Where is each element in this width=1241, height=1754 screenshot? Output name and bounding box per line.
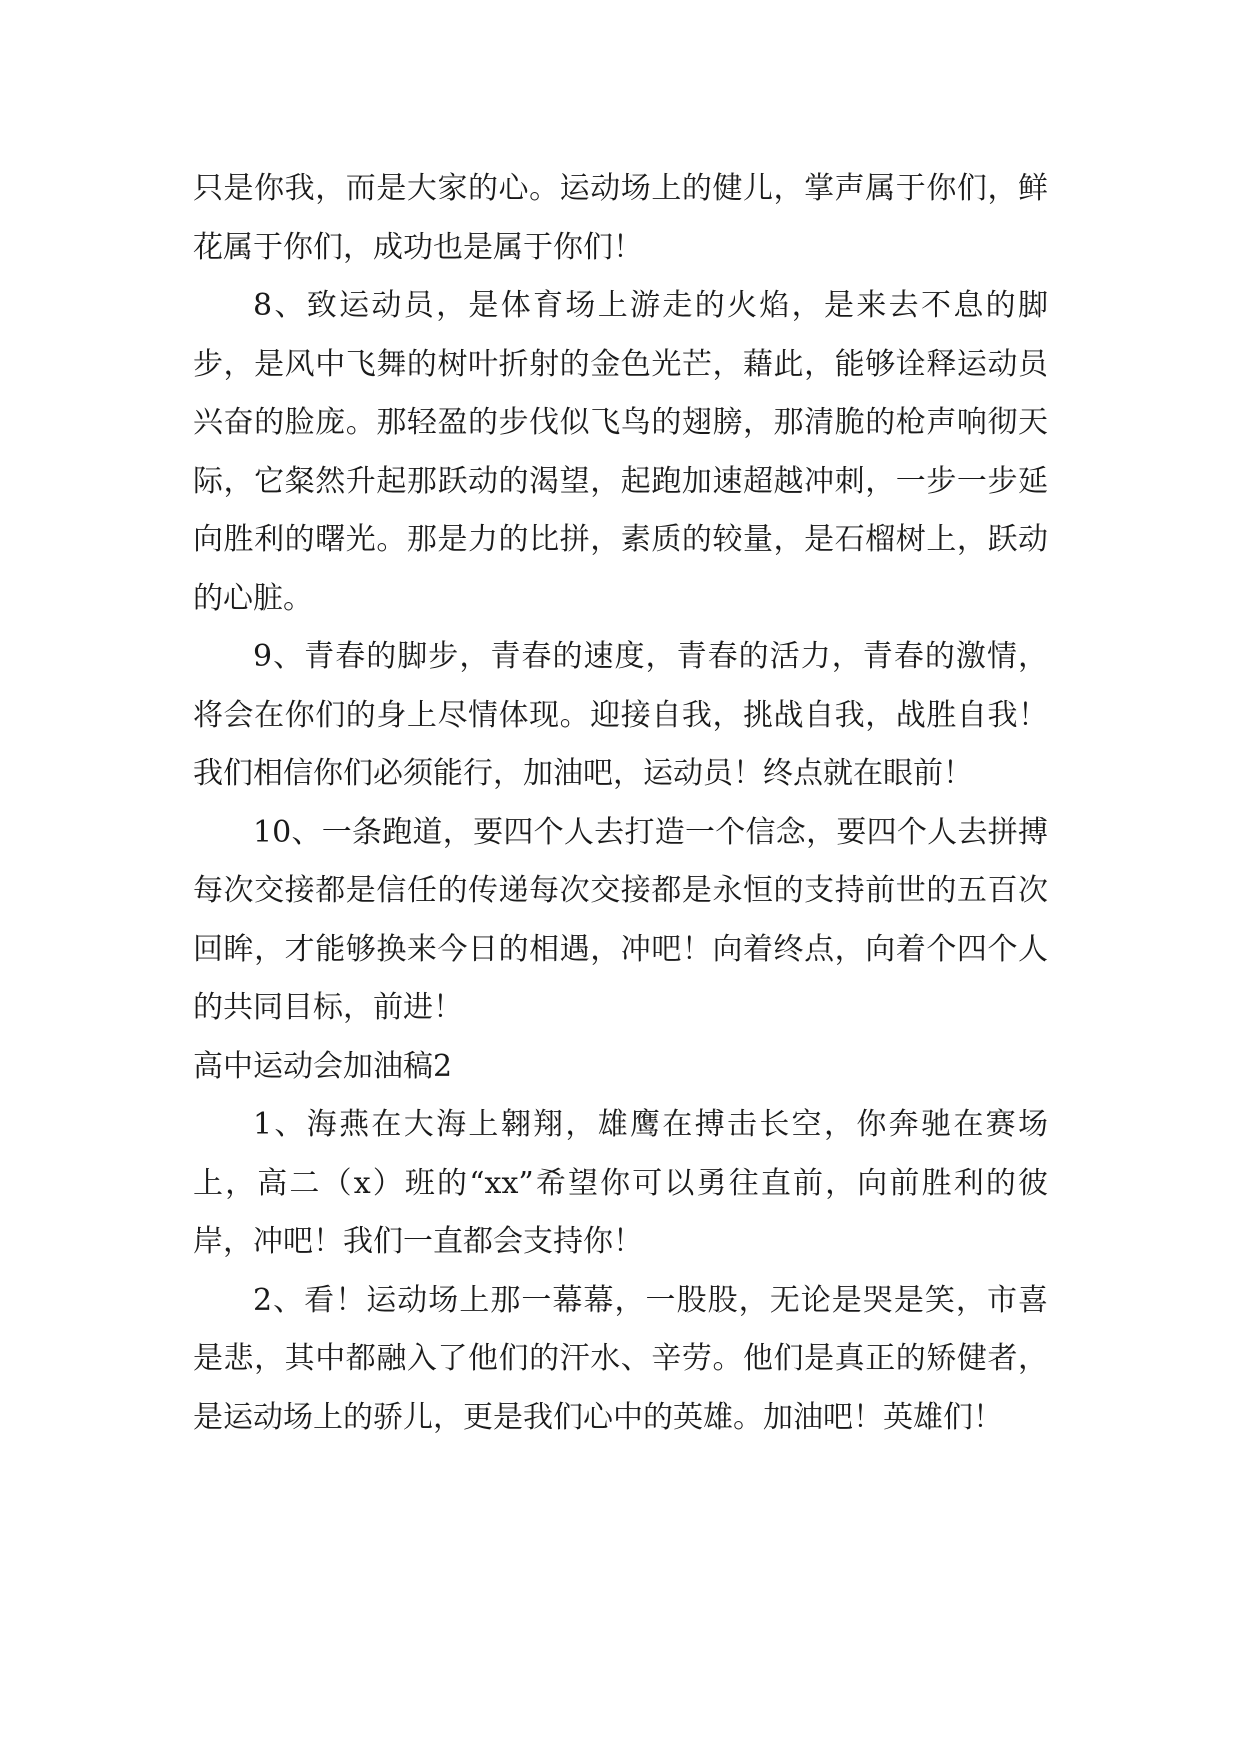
paragraph-item-1: 1、海燕在大海上翱翔，雄鹰在搏击长空，你奔驰在赛场上，高二（x）班的“xx”希望你可以勇往直前，向前胜利的彼岸，冲吧！我们一直都会支持你！	[193, 1107, 1048, 1259]
paragraph-item-10: 10、一条跑道，要四个人去打造一个信念，要四个人去拼搏每次交接都是信任的传递每次交接都是永恒的支持前世的五百次回眸，才能够换来今日的相遇，冲吧！向着终点，向着个四个人的共同目标，前进！	[193, 814, 1048, 1025]
paragraph-item-2: 2、看！运动场上那一幕幕，一股股，无论是哭是笑，市喜是悲，其中都融入了他们的汗水、辛劳。他们是真正的矫健者，是运动场上的骄儿，更是我们心中的英雄。加油吧！英雄们！	[193, 1282, 1048, 1435]
document-page	[193, 160, 1048, 1447]
paragraph-item-9: 9、青春的脚步，青春的速度，青春的活力，青春的激情，将会在你们的身上尽情体现。迎接自我，挑战自我，战胜自我！我们相信你们必须能行，加油吧，运动员！终点就在眼前！	[193, 639, 1048, 791]
paragraph-continuation: 只是你我，而是大家的心。运动场上的健儿，掌声属于你们，鲜花属于你们，成功也是属于你们！	[193, 171, 1048, 265]
paragraph-item-8: 8、致运动员，是体育场上游走的火焰，是来去不息的脚步，是风中飞舞的树叶折射的金色光芒，藉此，能够诠释运动员兴奋的脸庞。那轻盈的步伐似飞鸟的翅膀，那清脆的枪声响彻天际，它粲然升起那跃动的渴望，起跑加速超越冲刺，一步一步延向胜利的曙光。那是力的比拼，素质的较量，是石榴树上，跃动的心脏。	[193, 288, 1048, 616]
section-heading: 高中运动会加油稿2	[193, 1048, 453, 1084]
